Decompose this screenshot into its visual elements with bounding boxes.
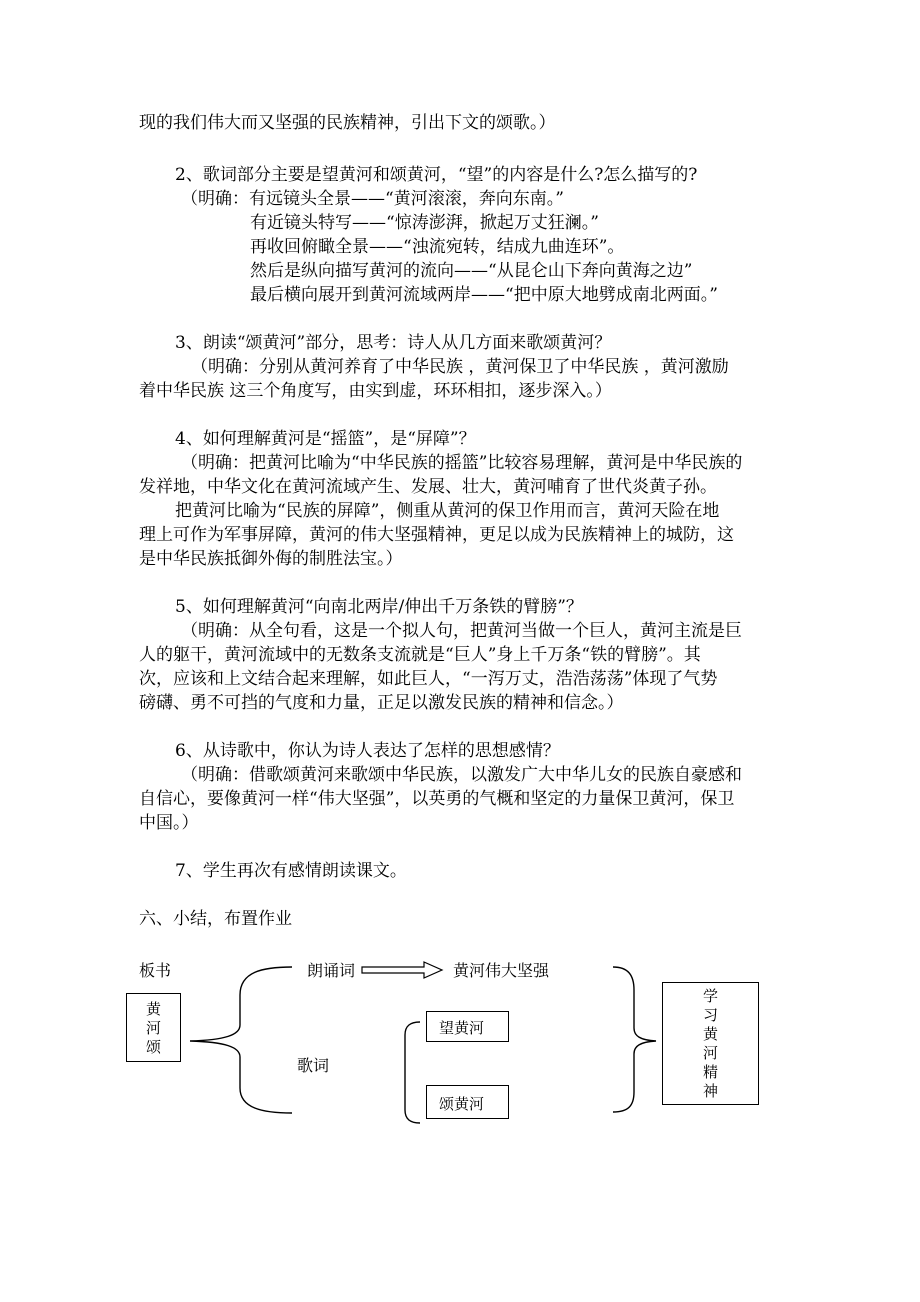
- question-heading: 3、朗读“颂黄河”部分，思考：诗人从几方面来歌颂黄河？: [175, 333, 612, 353]
- left-brace: [190, 967, 292, 1113]
- watch-box: [426, 1011, 509, 1042]
- title-char: 颂: [145, 1038, 161, 1056]
- praise-box: [426, 1085, 509, 1119]
- question-heading: 7、学生再次有感情朗读课文。: [175, 861, 407, 881]
- hollow-arrow: [362, 962, 442, 978]
- text-line: （明确：有远镜头全景——“黄河滚滚，奔向东南。”: [181, 189, 564, 209]
- learn-char: 黄: [702, 1025, 718, 1043]
- text-line: 再收回俯瞰全景——“浊流宛转，结成九曲连环”。: [250, 237, 625, 257]
- text-line: 最后横向展开到黄河流域两岸——“把中原大地劈成南北两面。”: [250, 285, 718, 305]
- text-line: 然后是纵向描写黄河的流向——“从昆仑山下奔向黄海之边”: [250, 261, 693, 281]
- title-box: [126, 993, 181, 1062]
- learn-char: 精: [702, 1063, 718, 1081]
- right-brace: [613, 967, 656, 1112]
- learn-char: 河: [702, 1044, 718, 1062]
- question-heading: 5、如何理解黄河“向南北两岸/伸出千万条铁的臂膀”？: [175, 597, 583, 617]
- learn-char: 学: [702, 987, 718, 1005]
- text-line: 着中华民族 这三个角度写，由实到虚，环环相扣，逐步深入。）: [139, 381, 612, 401]
- learn-char: 习: [702, 1006, 718, 1024]
- learn-char: 神: [702, 1082, 718, 1100]
- text-line: 自信心，要像黄河一样“伟大坚强”，以英勇的气概和坚定的力量保卫黄河，保卫: [139, 789, 735, 809]
- text-line: 现的我们伟大而又坚强的民族精神，引出下文的颂歌。）: [139, 113, 556, 133]
- learn-box: [662, 982, 759, 1105]
- watch-label: 望黄河: [439, 1019, 485, 1037]
- praise-label: 颂黄河: [439, 1095, 485, 1113]
- question-heading: 6、从诗歌中，你认为诗人表达了怎样的思想感情？: [175, 741, 560, 761]
- recitation-result: 黄河伟大坚强: [453, 961, 550, 980]
- text-line: 理上可作为军事屏障，黄河的伟大坚强精神，更足以成为民族精神上的城防，这: [139, 525, 734, 545]
- lyrics-label: 歌词: [297, 1056, 330, 1075]
- section-heading: 六、小结，布置作业: [139, 909, 292, 929]
- text-line: 发祥地，中华文化在黄河流域产生、发展、壮大，黄河哺育了世代炎黄子孙。: [139, 477, 717, 497]
- text-line: 磅礴、勇不可挡的气度和力量，正足以激发民族的精神和信念。）: [139, 693, 624, 713]
- text-line: 人的躯干，黄河流域中的无数条支流就是“巨人”身上千万条“铁的臂膀”。其: [139, 645, 701, 665]
- recitation-label: 朗诵词: [307, 961, 356, 980]
- title-char: 黄: [145, 1000, 161, 1018]
- text-line: 是中华民族抵御外侮的制胜法宝。）: [139, 549, 403, 569]
- text-line: （明确：借歌颂黄河来歌颂中华民族，以激发广大中华儿女的民族自豪感和: [181, 765, 742, 785]
- text-line: 把黄河比喻为“民族的屏障”，侧重从黄河的保卫作用而言，黄河天险在地: [175, 501, 720, 521]
- board-label: 板书: [139, 961, 172, 980]
- question-heading: 4、如何理解黄河是“摇篮”，是“屏障”？: [175, 429, 476, 449]
- text-line: （明确：分别从黄河养育了中华民族 ，黄河保卫了中华民族 ，黄河激励: [191, 357, 729, 377]
- question-heading: 2、歌词部分主要是望黄河和颂黄河，“望”的内容是什么?怎么描写的?: [175, 165, 698, 185]
- title-char: 河: [145, 1019, 161, 1037]
- text-line: 次，应该和上文结合起来理解，如此巨人，“一泻万丈，浩浩荡荡”体现了气势: [139, 669, 718, 689]
- text-line: 有近镜头特写——“惊涛澎湃，掀起万丈狂澜。”: [250, 213, 599, 233]
- text-line: （明确：从全句看，这是一个拟人句，把黄河当做一个巨人，黄河主流是巨: [181, 621, 742, 641]
- text-line: （明确：把黄河比喻为“中华民族的摇篮”比较容易理解，黄河是中华民族的: [181, 453, 743, 473]
- text-line: 中国。）: [139, 813, 199, 833]
- inner-bracket: [405, 1022, 420, 1123]
